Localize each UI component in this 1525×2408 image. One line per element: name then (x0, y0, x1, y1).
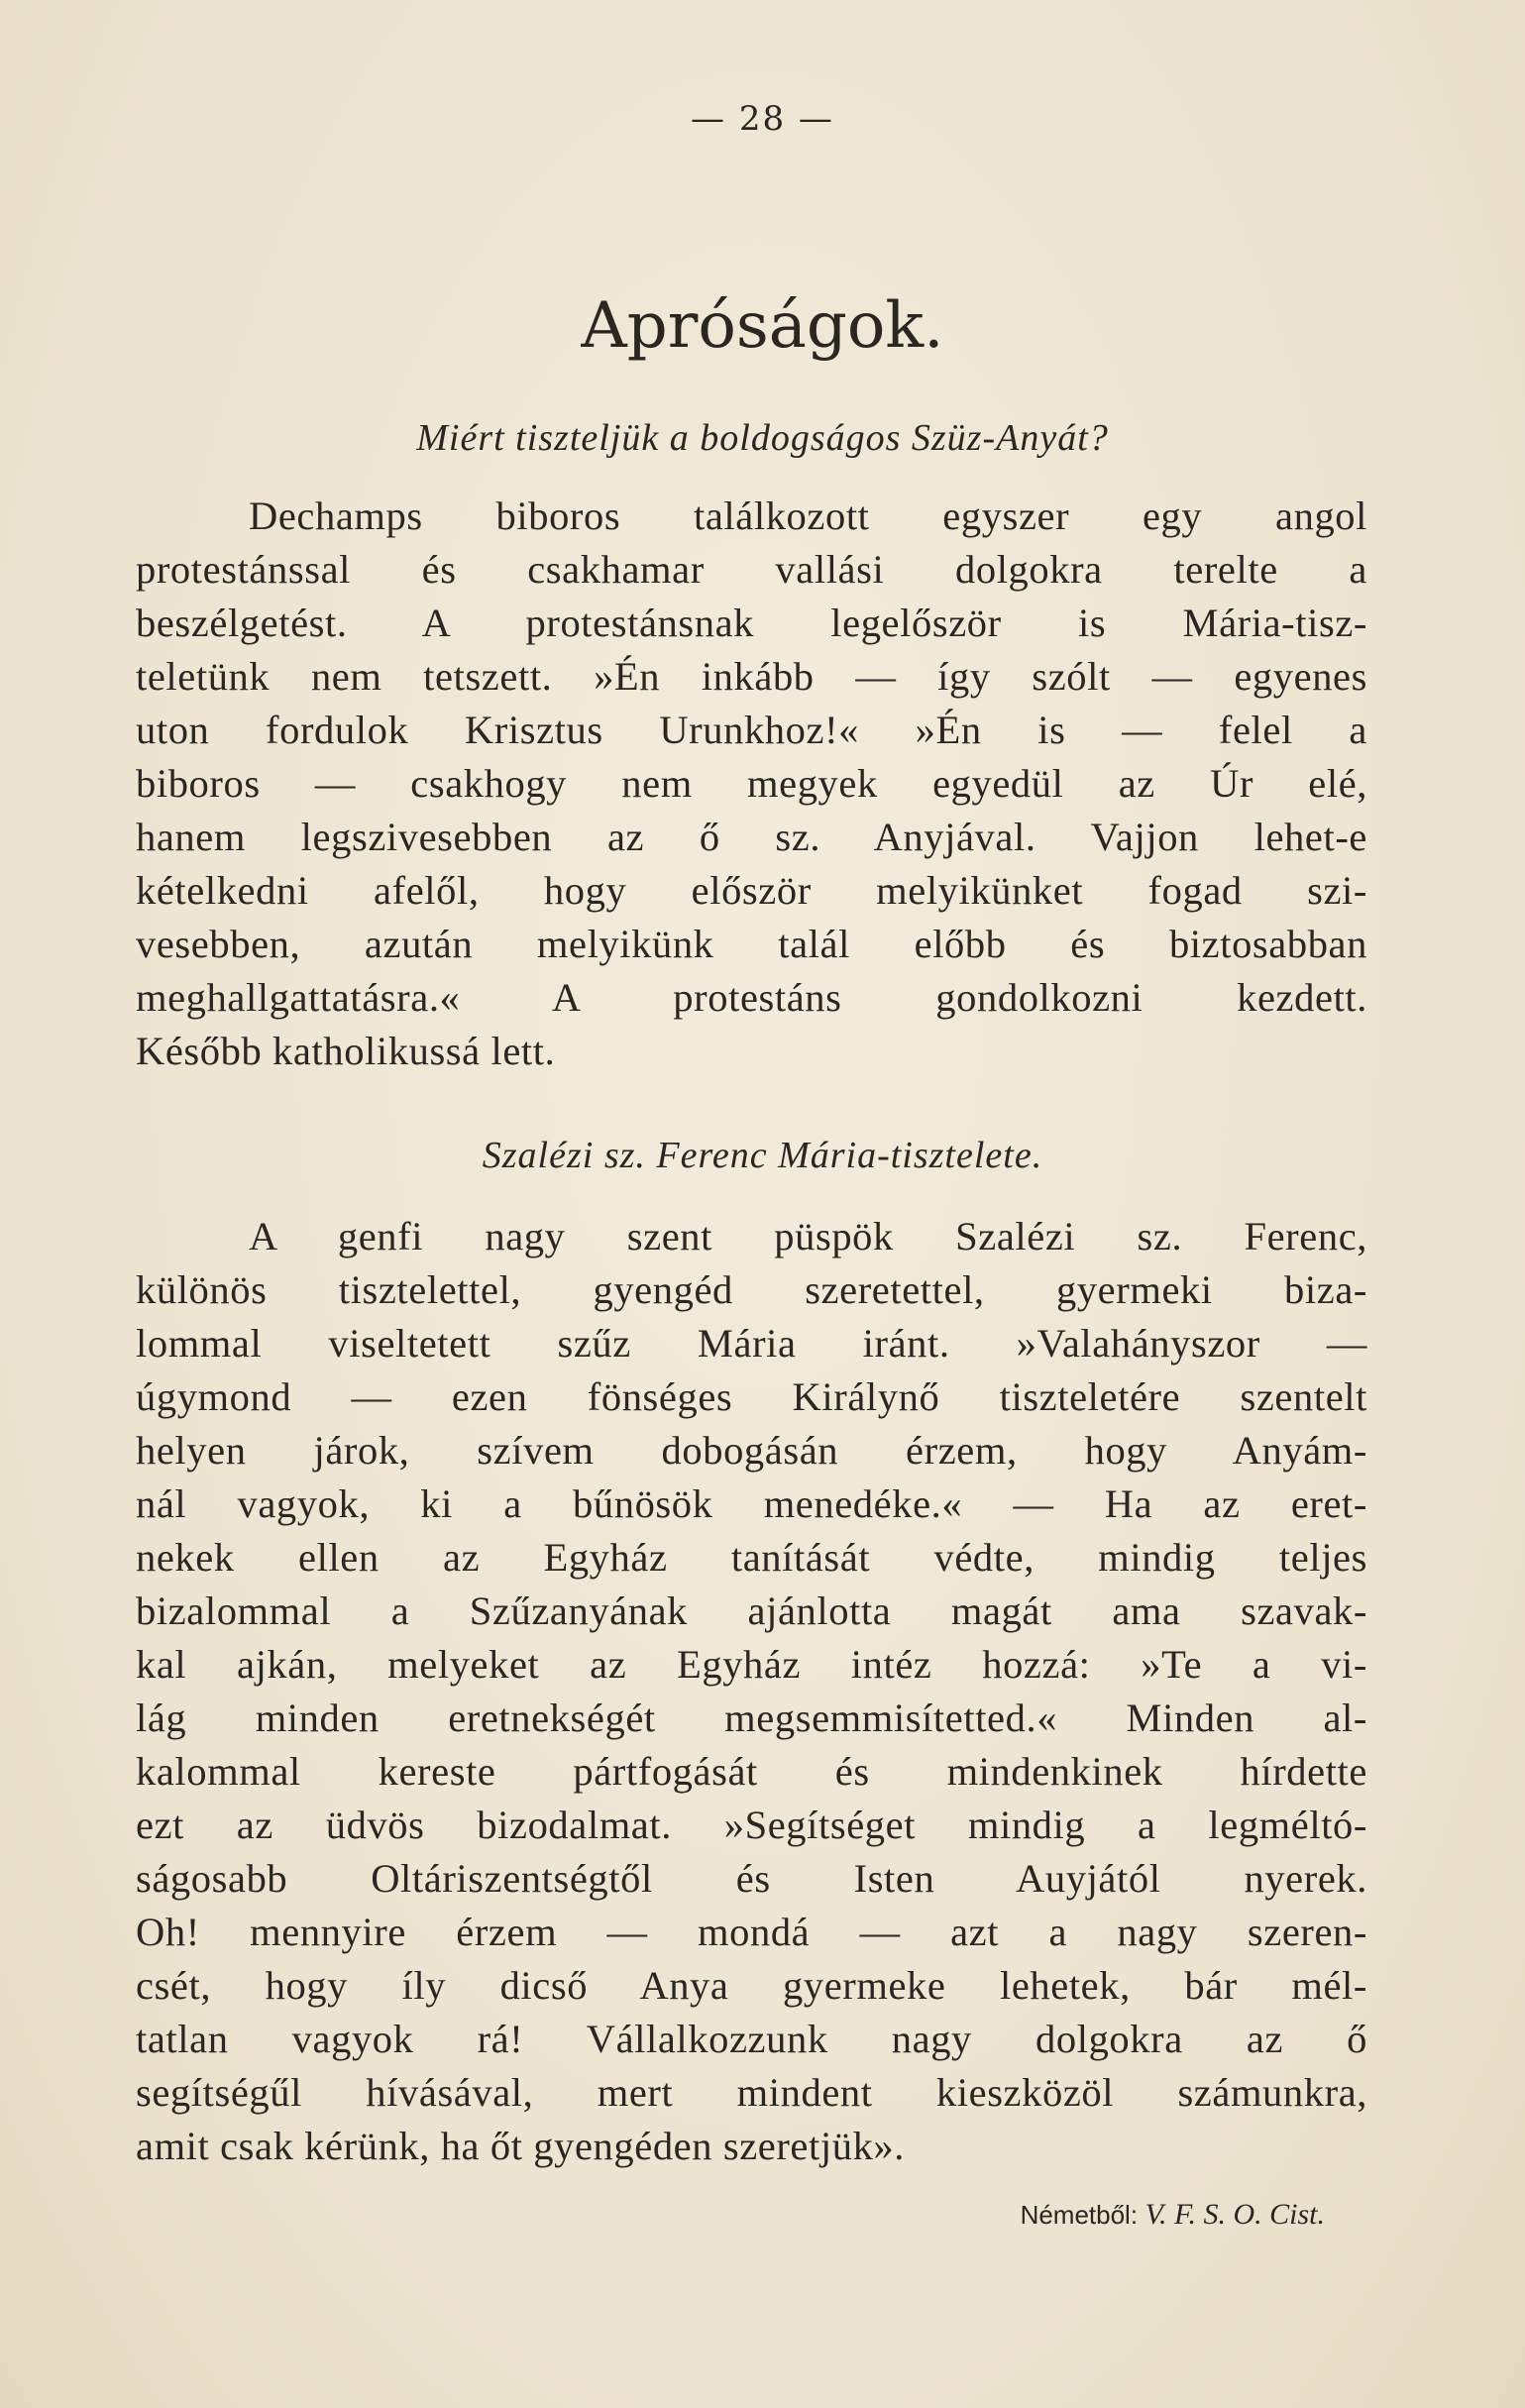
page-number: — 28 — (691, 99, 834, 139)
text-line: hanem legszivesebben az ő sz. Anyjával. Vajjon lehet-e (136, 815, 1367, 859)
text-line: uton fordulok Krisztus Urunkhoz!« »Én is — felel a (136, 708, 1367, 752)
text-line: amit csak kérünk, ha őt gyengéden szeretjük». (136, 2124, 905, 2168)
text-line: úgymond — ezen fönséges Királynő tiszteletére szentelt (136, 1374, 1367, 1419)
section-heading-1: Miért tiszteljük a boldogságos Szüz-Anyát? (416, 417, 1109, 459)
text-line: kételkedni afelől, hogy először melyikünket fogad szi- (136, 868, 1367, 913)
text-line: beszélgetést. A protestánsnak legelőször is Mária-tisz- (136, 601, 1367, 645)
signature-author: V. F. S. O. Cist. (1144, 2198, 1325, 2231)
text-line: kal ajkán, melyeket az Egyház intéz hozzá: »Te a vi- (136, 1642, 1367, 1687)
text-line: helyen járok, szívem dobogásán érzem, hogy Anyám- (136, 1428, 1367, 1473)
translator-signature (1021, 2198, 1325, 2232)
text-line: kalommal kereste pártfogását és mindenkinek hírdette (136, 1749, 1367, 1794)
text-line: ságosabb Oltáriszentségtől és Isten Auyjától nyerek. (136, 1856, 1367, 1901)
text-line: teletünk nem tetszett. »Én inkább — így szólt — egyenes (136, 654, 1367, 699)
text-line: ezt az üdvös bizodalmat. »Segítséget mindig a legméltó- (136, 1803, 1367, 1847)
text-line: Dechamps biboros találkozott egyszer egy angol (249, 493, 1367, 538)
text-line: vesebben, azután melyikünk talál előbb és biztosabban (136, 922, 1367, 966)
section-heading-2: Szalézi sz. Ferenc Mária-tisztelete. (482, 1135, 1043, 1176)
text-line: protestánssal és csakhamar vallási dolgokra terelte a (136, 547, 1367, 592)
text-line: biboros — csakhogy nem megyek egyedül az Úr elé, (136, 761, 1367, 806)
paragraph-1 (136, 490, 1367, 1078)
page-title: Apróságok. (581, 289, 944, 363)
text-line: bizalommal a Szűzanyának ajánlotta magát ama szavak- (136, 1588, 1367, 1633)
text-line: A genfi nagy szent püspök Szalézi sz. Ferenc, (249, 1214, 1367, 1259)
text-line: csét, hogy íly dicső Anya gyermeke lehetek, bár mél- (136, 1963, 1367, 2008)
text-line: lág minden eretnekségét megsemmisítetted.« Minden al- (136, 1696, 1367, 1740)
text-line: Később katholikussá lett. (136, 1029, 556, 1073)
text-line: meghallgattatásra.« A protestáns gondolkozni kezdett. (136, 975, 1367, 1020)
text-line: tatlan vagyok rá! Vállalkozzunk nagy dolgokra az ő (136, 2017, 1367, 2061)
text-line: lommal viseltetett szűz Mária iránt. »Valahányszor — (136, 1321, 1367, 1366)
text-line: különös tisztelettel, gyengéd szeretettel, gyermeki biza- (136, 1267, 1367, 1312)
text-line: nekek ellen az Egyház tanítását védte, mindig teljes (136, 1535, 1367, 1580)
paragraph-2 (136, 1210, 1367, 2173)
signature-label: Németből: (1020, 2200, 1139, 2230)
text-line: Oh! mennyire érzem — mondá — azt a nagy szeren- (136, 1910, 1367, 1954)
text-line: nál vagyok, ki a bűnösök menedéke.« — Ha az eret- (136, 1481, 1367, 1526)
text-line: segítségűl hívásával, mert mindent kieszközöl számunkra, (136, 2070, 1367, 2115)
